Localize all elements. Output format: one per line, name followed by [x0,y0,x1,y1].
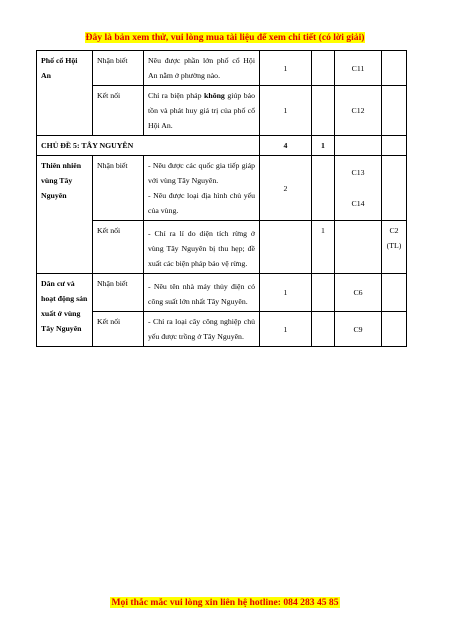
question-code-cell: C6 [335,274,382,312]
question-code-cell: C11 [335,51,382,86]
count-cell: 1 [260,51,312,86]
description-cell: - Chỉ ra lí do diện tích rừng ở vùng Tây Nguyên bị thu hẹp; đề xuất các biện pháp bảo vệ rừng. [144,221,260,274]
level-cell: Nhận biết [93,156,144,221]
table-row [37,86,407,136]
description-cell: - Nêu được các quốc gia tiếp giáp với vùng Tây Nguyên. - Nêu được loại địa hình chủ yếu của vùng. [144,156,260,221]
level-cell: Kết nối [93,312,144,347]
question-code-cell: C12 [335,86,382,136]
level-cell: Kết nối [93,86,144,136]
description-cell: - Chỉ ra loại cây công nghiệp chủ yếu được trồng ở Tây Nguyên. [144,312,260,347]
description-cell: - Nêu tên nhà máy thủy điện có công suất lớn nhất Tây Nguyên. [144,274,260,312]
level-cell: Nhận biết [93,274,144,312]
table-row [37,51,407,86]
matrix-table [36,50,407,347]
hotline-banner: Mọi thắc mắc vui lòng xin liên hệ hotline: 084 283 45 85 [111,597,339,608]
count-cell: 1 [260,274,312,312]
level-cell: Nhận biết [93,51,144,86]
section-total-2: 1 [312,136,335,156]
count-tl-cell: 1 [312,221,335,274]
section-total-1: 4 [260,136,312,156]
count-cell: 2 [260,156,312,221]
count-cell: 1 [260,86,312,136]
count-cell: 1 [260,312,312,347]
description-cell: Nêu được phần lớn phố cổ Hội An nằm ở phường nào. [144,51,260,86]
level-cell: Kết nối [93,221,144,274]
topic-cell: Phố cổ Hội An [37,51,93,136]
question-code-cell: C13 C14 [335,156,382,221]
topic-cell: Thiên nhiên vùng Tây Nguyên [37,156,93,274]
description-cell: Chỉ ra biện pháp không giúp bảo tồn và phát huy giá trị của phố cổ Hội An. [144,86,260,136]
question-code-cell: C9 [335,312,382,347]
section-row [37,136,407,156]
preview-banner: Đây là bản xem thử, vui lòng mua tài liệu để xem chi tiết (có lời giải) [85,32,365,43]
table-row [37,274,407,312]
table-row [37,156,407,221]
table-row [37,312,407,347]
question-code-tl-cell: C2 (TL) [382,221,407,274]
section-title: CHỦ ĐỀ 5: TÂY NGUYÊN [37,136,260,156]
table-row [37,221,407,274]
topic-cell: Dân cư và hoạt động sản xuất ở vùng Tây Nguyên [37,274,93,347]
